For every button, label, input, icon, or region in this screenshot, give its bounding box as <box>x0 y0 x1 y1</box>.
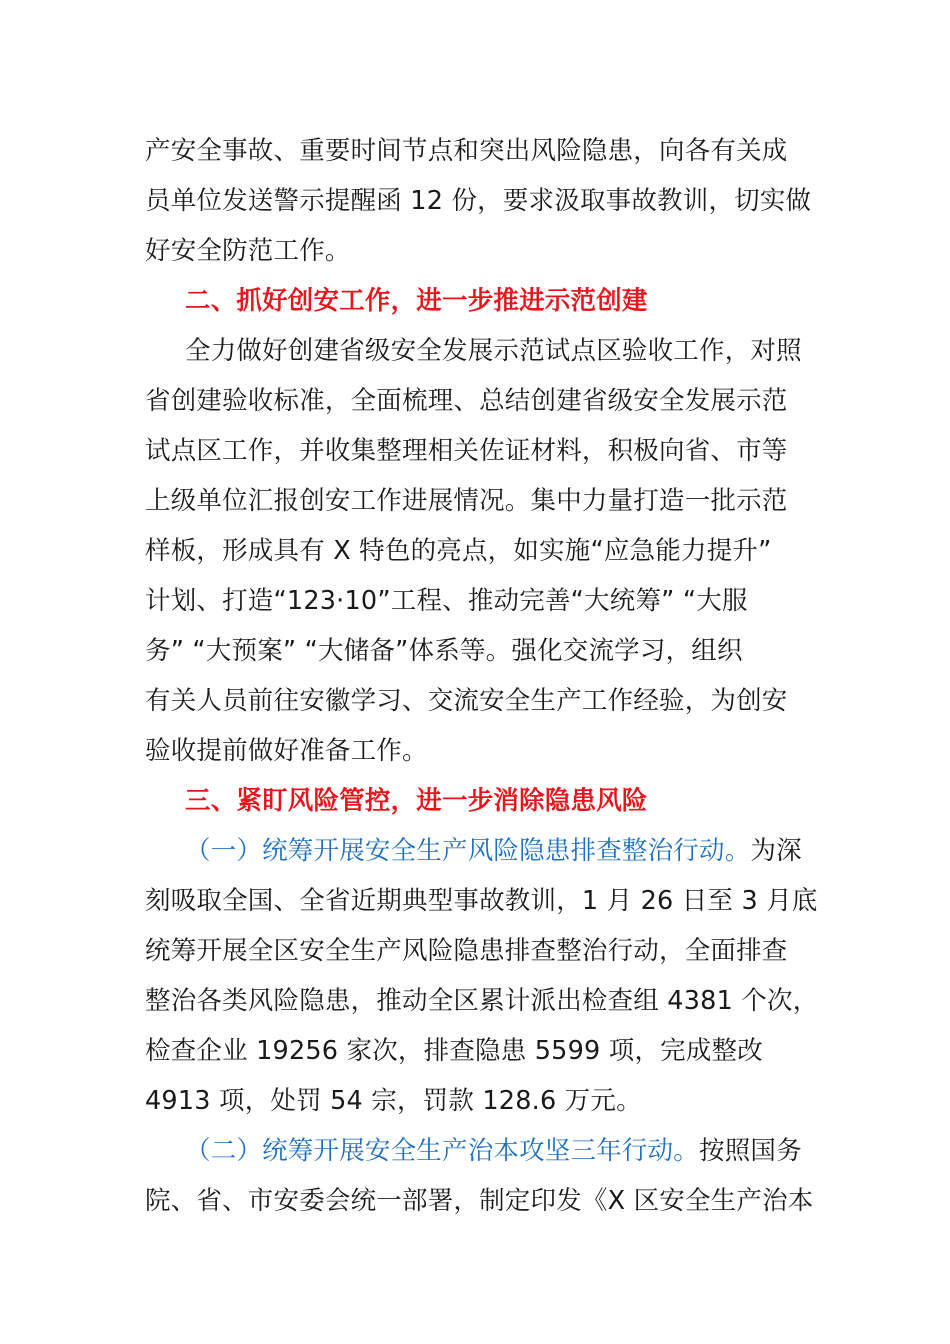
paragraph-line: 统筹开展全区安全生产风险隐患排查整治行动，全面排查 <box>145 936 788 966</box>
paragraph-line: 检查企业 19256 家次，排查隐患 5599 项，完成整改 <box>145 1036 763 1066</box>
subsection-text: 为深 <box>750 836 802 866</box>
subsection-text: 按照国务 <box>699 1136 802 1166</box>
paragraph-line: 4913 项，处罚 54 宗，罚款 128.6 万元。 <box>145 1086 642 1116</box>
paragraph-line: 验收提前做好准备工作。 <box>145 736 428 766</box>
section-heading-3: 三、紧盯风险管控，进一步消除隐患风险 <box>185 786 648 816</box>
paragraph-line: 好安全防范工作。 <box>145 236 351 266</box>
subsection-heading-2: （二）统筹开展安全生产治本攻坚三年行动。 <box>185 1136 700 1166</box>
section-heading-2: 二、抓好创安工作，进一步推进示范创建 <box>185 286 648 316</box>
paragraph-line: 上级单位汇报创安工作进展情况。集中力量打造一批示范 <box>145 486 788 516</box>
paragraph-line: 试点区工作，并收集整理相关佐证材料，积极向省、市等 <box>145 436 788 466</box>
paragraph-line: 有关人员前往安徽学习、交流安全生产工作经验，为创安 <box>145 686 788 716</box>
subsection-heading-1: （一）统筹开展安全生产风险隐患排查整治行动。 <box>185 836 751 866</box>
paragraph-line: 务” “大预案” “大储备”体系等。强化交流学习，组织 <box>145 636 743 666</box>
paragraph-line: 全力做好创建省级安全发展示范试点区验收工作，对照 <box>185 336 802 366</box>
subsection-line <box>185 826 802 876</box>
paragraph-line: 计划、打造“123·10”工程、推动完善“大统筹” “大服 <box>145 586 748 616</box>
paragraph-line: 刻吸取全国、全省近期典型事故教训，1 月 26 日至 3 月底 <box>145 886 818 916</box>
paragraph-line: 省创建验收标准，全面梳理、总结创建省级安全发展示范 <box>145 386 788 416</box>
paragraph-line: 样板，形成具有 X 特色的亮点，如实施“应急能力提升” <box>145 536 772 566</box>
paragraph-line: 产安全事故、重要时间节点和突出风险隐患，向各有关成 <box>145 136 788 166</box>
paragraph-line: 院、省、市安委会统一部署，制定印发《X 区安全生产治本 <box>145 1186 814 1216</box>
subsection-line <box>185 1126 802 1176</box>
paragraph-line: 员单位发送警示提醒函 12 份，要求汲取事故教训，切实做 <box>145 186 812 216</box>
paragraph-line: 整治各类风险隐患，推动全区累计派出检查组 4381 个次， <box>145 986 819 1016</box>
